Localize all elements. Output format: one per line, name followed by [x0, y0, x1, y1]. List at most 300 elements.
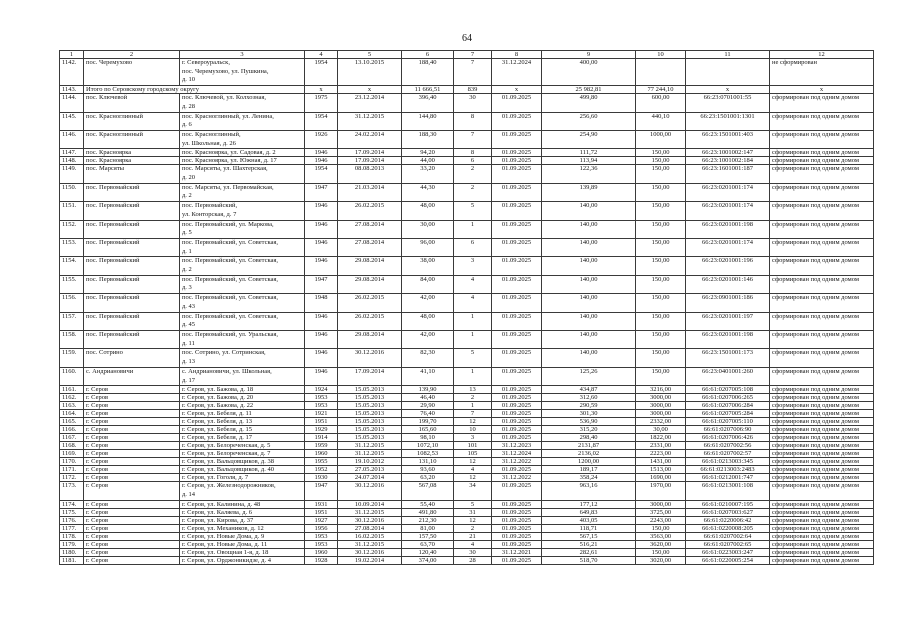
people-count-cell: 4	[454, 540, 492, 548]
status-cell: x	[770, 86, 874, 94]
value-col9-cell: 1200,00	[542, 458, 636, 466]
table-row	[60, 402, 874, 410]
address-cell: г. Серов, ул. Гоголя, д. 7	[180, 474, 305, 482]
deadline-date-cell: 01.09.2025	[492, 275, 542, 293]
status-cell: сформирован под одним домом	[770, 275, 874, 293]
date-cell: 19.02.2014	[338, 556, 402, 564]
row-number-cell: 1166.	[60, 426, 84, 434]
settlement-cell: пос. Красноглинный	[84, 112, 180, 130]
year-cell: 1946	[305, 157, 338, 165]
table-row	[60, 257, 874, 275]
area-cell: 1072,10	[402, 442, 454, 450]
year-cell: 1954	[305, 165, 338, 183]
status-cell: сформирован под одним домом	[770, 202, 874, 220]
row-number-cell: 1152.	[60, 220, 84, 238]
row-number-cell: 1145.	[60, 112, 84, 130]
address-line: г. Серов, ул. Железнодорожников,	[182, 482, 276, 490]
table-row	[60, 165, 874, 183]
settlement-cell: пос. Черемухово	[84, 59, 180, 86]
address-line: пос. Первомайский, ул. Советская,	[182, 275, 279, 283]
cadastral-number-cell: 66:23:1501001:403	[686, 130, 770, 148]
row-number-cell: 1156.	[60, 294, 84, 312]
cadastral-number-cell: 66:61:0207003:627	[686, 508, 770, 516]
date-cell: 29.08.2014	[338, 257, 402, 275]
status-cell: сформирован под одним домом	[770, 312, 874, 330]
address-cell: г. Серов, ул. Бажова, д. 18	[180, 386, 305, 394]
value-col9-cell: 963,16	[542, 482, 636, 500]
address-line: д. 17	[182, 376, 196, 384]
value-col9-cell: 113,94	[542, 157, 636, 165]
address-line: пос. Марсяты, ул. Первомайская,	[182, 183, 274, 191]
value-col10-cell: 3725,00	[636, 508, 686, 516]
address-cell: г. Серов, ул. Белореченская, д. 5	[180, 442, 305, 450]
people-count-cell: 21	[454, 532, 492, 540]
table-row	[60, 426, 874, 434]
address-line: д. 20	[182, 174, 196, 182]
table-row	[60, 410, 874, 418]
value-col10-cell: 30,00	[636, 426, 686, 434]
address-cell	[180, 275, 305, 293]
cadastral-number-cell: 66:61:0207002:56	[686, 442, 770, 450]
address-cell	[180, 94, 305, 112]
status-cell: сформирован под одним домом	[770, 130, 874, 148]
value-col9-cell: 125,26	[542, 367, 636, 385]
settlement-cell: г. Серов	[84, 458, 180, 466]
address-cell	[180, 257, 305, 275]
value-col10-cell: 3620,00	[636, 540, 686, 548]
deadline-date-cell: 01.09.2025	[492, 418, 542, 426]
cadastral-number-cell: 66:23:0401001:260	[686, 367, 770, 385]
table-row	[60, 275, 874, 293]
column-number-cell: 1	[60, 51, 84, 59]
people-count-cell: 12	[454, 516, 492, 524]
cadastral-number-cell: 66:23:0201001:196	[686, 257, 770, 275]
settlement-cell: г. Серов	[84, 426, 180, 434]
address-cell	[180, 112, 305, 130]
value-col10-cell: 1431,00	[636, 458, 686, 466]
deadline-date-cell: 01.09.2025	[492, 516, 542, 524]
address-cell: г. Серов, ул. Бебеля, д. 13	[180, 418, 305, 426]
settlement-cell: г. Серов	[84, 556, 180, 564]
row-number-cell: 1175.	[60, 508, 84, 516]
date-cell: 15.05.2013	[338, 418, 402, 426]
table-row	[60, 112, 874, 130]
value-col10-cell: 150,00	[636, 165, 686, 183]
row-number-cell: 1150.	[60, 183, 84, 201]
status-cell: сформирован под одним домом	[770, 426, 874, 434]
deadline-date-cell: 01.09.2025	[492, 294, 542, 312]
table-row	[60, 330, 874, 348]
date-cell: 15.05.2013	[338, 394, 402, 402]
table-row	[60, 386, 874, 394]
people-count-cell: 1	[454, 367, 492, 385]
date-cell: 30.12.2016	[338, 349, 402, 367]
row-number-cell: 1161.	[60, 386, 84, 394]
date-cell: 27.08.2014	[338, 524, 402, 532]
people-count-cell: 2	[454, 183, 492, 201]
area-cell: 48,00	[402, 312, 454, 330]
people-count-cell: 28	[454, 556, 492, 564]
value-col10-cell: 150,00	[636, 275, 686, 293]
value-col10-cell: 3000,00	[636, 402, 686, 410]
area-cell: 38,00	[402, 257, 454, 275]
status-cell: сформирован под одним домом	[770, 418, 874, 426]
address-line: д. 43	[182, 302, 196, 310]
row-number-cell: 1143.	[60, 86, 84, 94]
row-number-cell: 1172.	[60, 474, 84, 482]
area-cell: 199,70	[402, 418, 454, 426]
year-cell: 1947	[305, 482, 338, 500]
status-cell: сформирован под одним домом	[770, 516, 874, 524]
status-cell: сформирован под одним домом	[770, 524, 874, 532]
area-cell: 42,00	[402, 330, 454, 348]
column-number-cell: 10	[636, 51, 686, 59]
table-row	[60, 349, 874, 367]
deadline-date-cell: 31.12.2022	[492, 474, 542, 482]
status-cell: сформирован под одним домом	[770, 294, 874, 312]
address-line: д. 28	[182, 102, 196, 110]
year-cell: 1946	[305, 312, 338, 330]
year-cell: 1946	[305, 367, 338, 385]
address-line: ул. Конторская, д. 7	[182, 210, 237, 218]
address-cell	[180, 59, 305, 86]
deadline-date-cell: x	[492, 86, 542, 94]
row-number-cell: 1177.	[60, 524, 84, 532]
area-cell: 44,00	[402, 157, 454, 165]
people-count-cell: 4	[454, 466, 492, 474]
settlement-cell: г. Серов	[84, 442, 180, 450]
cadastral-number-cell: 66:23:0201001:174	[686, 183, 770, 201]
address-cell: г. Серов, ул. Орджоникидзе, д. 4	[180, 556, 305, 564]
address-cell	[180, 349, 305, 367]
area-cell: 1082,53	[402, 450, 454, 458]
year-cell: 1929	[305, 426, 338, 434]
settlement-cell: пос. Первомайский	[84, 220, 180, 238]
area-cell: 165,60	[402, 426, 454, 434]
area-cell: 98,10	[402, 434, 454, 442]
value-col9-cell: 140,00	[542, 238, 636, 256]
cadastral-number-cell: 66:61:0220008:205	[686, 524, 770, 532]
value-col10-cell: 1000,00	[636, 130, 686, 148]
value-col9-cell: 177,12	[542, 500, 636, 508]
address-cell: г. Серов, ул. Новые Дома, д. 9	[180, 532, 305, 540]
value-col10-cell: 440,10	[636, 112, 686, 130]
people-count-cell: 4	[454, 294, 492, 312]
date-cell: 31.12.2015	[338, 450, 402, 458]
cadastral-number-cell: x	[686, 86, 770, 94]
area-cell: 188,40	[402, 59, 454, 86]
address-line: пос. Первомайский, ул. Советская,	[182, 257, 279, 265]
area-cell: 30,00	[402, 220, 454, 238]
row-number-cell: 1165.	[60, 418, 84, 426]
cadastral-number-cell: 66:23:1601001:187	[686, 165, 770, 183]
date-cell: 24.02.2014	[338, 130, 402, 148]
status-cell: сформирован под одним домом	[770, 257, 874, 275]
settlement-cell: пос. Первомайский	[84, 294, 180, 312]
table-row	[60, 434, 874, 442]
cadastral-number-cell: 66:61:0207006:265	[686, 394, 770, 402]
year-cell: 1951	[305, 418, 338, 426]
address-line: пос. Первомайский,	[182, 202, 238, 210]
cadastral-number-cell: 66:23:0701001:55	[686, 94, 770, 112]
address-cell: г. Серов, ул. Бажова, д. 22	[180, 402, 305, 410]
settlement-cell: пос. Первомайский	[84, 238, 180, 256]
people-count-cell: 2	[454, 394, 492, 402]
area-cell: 84,00	[402, 275, 454, 293]
people-count-cell: 12	[454, 418, 492, 426]
table-row	[60, 482, 874, 500]
row-number-cell: 1153.	[60, 238, 84, 256]
deadline-date-cell: 01.09.2025	[492, 183, 542, 201]
date-cell: 30.12.2016	[338, 482, 402, 500]
status-cell: не сформирован	[770, 59, 874, 86]
address-line: д. 45	[182, 321, 196, 329]
address-line: пос. Первомайский, ул. Советская,	[182, 294, 279, 302]
page-number: 64	[462, 33, 472, 44]
people-count-cell: 101	[454, 442, 492, 450]
column-number-cell: 12	[770, 51, 874, 59]
date-cell: 26.02.2015	[338, 294, 402, 312]
row-number-cell: 1151.	[60, 202, 84, 220]
deadline-date-cell: 31.12.2023	[492, 442, 542, 450]
people-count-cell: 5	[454, 202, 492, 220]
table-row	[60, 418, 874, 426]
value-col9-cell: 140,00	[542, 257, 636, 275]
value-col10-cell: 3563,00	[636, 532, 686, 540]
cadastral-number-cell: 66:61:0210007:195	[686, 500, 770, 508]
value-col10-cell: 150,00	[636, 312, 686, 330]
table-row	[60, 516, 874, 524]
deadline-date-cell: 31.12.2024	[492, 450, 542, 458]
year-cell: 1953	[305, 394, 338, 402]
status-cell: сформирован под одним домом	[770, 112, 874, 130]
cadastral-number-cell: 66:23:0901001:186	[686, 294, 770, 312]
status-cell: сформирован под одним домом	[770, 165, 874, 183]
value-col10-cell: 1513,00	[636, 466, 686, 474]
people-count-cell: 4	[454, 275, 492, 293]
settlement-cell: г. Серов	[84, 386, 180, 394]
value-col9-cell: 312,60	[542, 394, 636, 402]
settlement-cell: г. Серов	[84, 524, 180, 532]
column-number-cell: 8	[492, 51, 542, 59]
cadastral-number-cell: 66:23:0201001:198	[686, 330, 770, 348]
address-line: д. 1	[182, 247, 192, 255]
row-number-cell: 1144.	[60, 94, 84, 112]
year-cell: x	[305, 86, 338, 94]
row-number-cell: 1168.	[60, 442, 84, 450]
table-row	[60, 238, 874, 256]
people-count-cell: 8	[454, 112, 492, 130]
area-cell: 144,80	[402, 112, 454, 130]
table-row	[60, 149, 874, 157]
value-col9-cell: 140,00	[542, 349, 636, 367]
address-line: пос. Марсяты, ул. Шахтерская,	[182, 165, 268, 173]
cadastral-number-cell: 66:23:1001002:184	[686, 157, 770, 165]
address-line: д. 13	[182, 358, 196, 366]
year-cell: 1953	[305, 532, 338, 540]
address-cell: г. Серов, ул. Бебеля, д. 17	[180, 434, 305, 442]
table-body	[60, 59, 874, 565]
deadline-date-cell: 01.09.2025	[492, 524, 542, 532]
address-line: пос. Первомайский, ул. Советская,	[182, 238, 279, 246]
value-col9-cell: 122,36	[542, 165, 636, 183]
deadline-date-cell: 01.09.2025	[492, 540, 542, 548]
address-line: пос. Первомайский, ул. Уральская,	[182, 330, 279, 338]
year-cell: 1946	[305, 257, 338, 275]
cadastral-number-cell: 66:23:0201001:146	[686, 275, 770, 293]
address-cell: г. Серов, ул. Вальцовщиков, д. 38	[180, 458, 305, 466]
people-count-cell: 6	[454, 157, 492, 165]
area-cell: 188,30	[402, 130, 454, 148]
status-cell: сформирован под одним домом	[770, 508, 874, 516]
address-line: д. 11	[182, 339, 195, 347]
status-cell: сформирован под одним домом	[770, 434, 874, 442]
year-cell: 1960	[305, 450, 338, 458]
table-row	[60, 524, 874, 532]
value-col9-cell: 2131,87	[542, 442, 636, 450]
area-cell: 94,20	[402, 149, 454, 157]
row-number-cell: 1181.	[60, 556, 84, 564]
value-col9-cell: 536,90	[542, 418, 636, 426]
value-col9-cell: 139,89	[542, 183, 636, 201]
value-col10-cell: 3216,00	[636, 386, 686, 394]
value-col9-cell: 111,72	[542, 149, 636, 157]
address-line: д. 5	[182, 229, 192, 237]
value-col10-cell: 150,00	[636, 157, 686, 165]
deadline-date-cell: 01.09.2025	[492, 257, 542, 275]
value-col10-cell: 3000,00	[636, 410, 686, 418]
value-col9-cell: 140,00	[542, 202, 636, 220]
area-cell: 55,40	[402, 500, 454, 508]
year-cell: 1954	[305, 59, 338, 86]
deadline-date-cell: 01.09.2025	[492, 482, 542, 500]
year-cell: 1926	[305, 130, 338, 148]
table-row	[60, 312, 874, 330]
settlement-cell: пос. Марсяты	[84, 165, 180, 183]
cadastral-number-cell: 66:61:0213001:108	[686, 482, 770, 500]
column-number-cell: 9	[542, 51, 636, 59]
value-col10-cell: 150,00	[636, 220, 686, 238]
value-col9-cell: 282,61	[542, 548, 636, 556]
date-cell: 26.02.2015	[338, 202, 402, 220]
area-cell: 96,00	[402, 238, 454, 256]
table-row	[60, 458, 874, 466]
people-count-cell: 5	[454, 349, 492, 367]
value-col10-cell	[636, 59, 686, 86]
value-col10-cell: 2332,00	[636, 418, 686, 426]
settlement-cell: пос. Первомайский	[84, 275, 180, 293]
value-col10-cell: 150,00	[636, 238, 686, 256]
value-col10-cell: 600,00	[636, 94, 686, 112]
value-col10-cell: 150,00	[636, 367, 686, 385]
value-col9-cell: 140,00	[542, 275, 636, 293]
deadline-date-cell: 31.12.2021	[492, 548, 542, 556]
settlement-cell: г. Серов	[84, 482, 180, 500]
people-count-cell: 1	[454, 312, 492, 330]
status-cell: сформирован под одним домом	[770, 458, 874, 466]
date-cell: 15.05.2013	[338, 386, 402, 394]
status-cell: сформирован под одним домом	[770, 442, 874, 450]
status-cell: сформирован под одним домом	[770, 394, 874, 402]
date-cell: 15.05.2013	[338, 410, 402, 418]
deadline-date-cell: 01.09.2025	[492, 434, 542, 442]
date-cell: 27.05.2013	[338, 466, 402, 474]
area-cell: 491,80	[402, 508, 454, 516]
date-cell: 24.07.2014	[338, 474, 402, 482]
table-row	[60, 94, 874, 112]
date-cell: 30.12.2016	[338, 516, 402, 524]
deadline-date-cell: 01.09.2025	[492, 149, 542, 157]
value-col10-cell: 150,00	[636, 183, 686, 201]
row-number-cell: 1167.	[60, 434, 84, 442]
date-cell: 29.08.2014	[338, 275, 402, 293]
date-cell: 27.08.2014	[338, 220, 402, 238]
settlement-cell: г. Серов	[84, 508, 180, 516]
table-row	[60, 367, 874, 385]
settlement-cell: пос. Сотрино	[84, 349, 180, 367]
status-cell: сформирован под одним домом	[770, 367, 874, 385]
address-cell: г. Серов, ул. Бебеля, д. 11	[180, 410, 305, 418]
column-number-cell: 4	[305, 51, 338, 59]
cadastral-number-cell: 66:23:1501001:173	[686, 349, 770, 367]
year-cell: 1946	[305, 330, 338, 348]
table-row	[60, 548, 874, 556]
column-number-cell: 6	[402, 51, 454, 59]
address-cell: г. Серов, ул. Бажова, д. 20	[180, 394, 305, 402]
year-cell: 1946	[305, 349, 338, 367]
settlement-cell: г. Серов	[84, 450, 180, 458]
deadline-date-cell: 01.09.2025	[492, 238, 542, 256]
value-col9-cell: 140,00	[542, 294, 636, 312]
value-col9-cell: 254,90	[542, 130, 636, 148]
year-cell: 1928	[305, 556, 338, 564]
row-number-cell: 1169.	[60, 450, 84, 458]
row-number-cell: 1164.	[60, 410, 84, 418]
status-cell: сформирован под одним домом	[770, 149, 874, 157]
deadline-date-cell: 01.09.2025	[492, 349, 542, 367]
area-cell: 82,30	[402, 349, 454, 367]
deadline-date-cell: 01.09.2025	[492, 532, 542, 540]
area-cell: 139,90	[402, 386, 454, 394]
cadastral-number-cell: 66:61:0207006:90	[686, 426, 770, 434]
row-number-cell: 1174.	[60, 500, 84, 508]
year-cell: 1921	[305, 410, 338, 418]
people-count-cell: 13	[454, 386, 492, 394]
people-count-cell: 2	[454, 524, 492, 532]
address-line: ул. Школьная, д. 26	[182, 139, 236, 147]
settlement-cell: пос. Первомайский	[84, 330, 180, 348]
year-cell: 1975	[305, 94, 338, 112]
row-number-cell: 1179.	[60, 540, 84, 548]
settlement-cell: пос. Первомайский	[84, 257, 180, 275]
column-number-cell: 2	[84, 51, 180, 59]
value-col10-cell: 3000,00	[636, 394, 686, 402]
people-count-cell: 7	[454, 59, 492, 86]
year-cell: 1953	[305, 402, 338, 410]
value-col9-cell: 567,15	[542, 532, 636, 540]
people-count-cell: 12	[454, 458, 492, 466]
value-col9-cell: 25 982,81	[542, 86, 636, 94]
people-count-cell: 7	[454, 130, 492, 148]
address-cell	[180, 183, 305, 201]
value-col9-cell: 301,30	[542, 410, 636, 418]
address-line: пос. Черемухово, ул. Пушкина,	[182, 67, 269, 75]
column-number-row	[60, 51, 874, 59]
people-count-cell: 8	[454, 149, 492, 157]
year-cell: 1946	[305, 238, 338, 256]
column-number-cell: 5	[338, 51, 402, 59]
value-col10-cell: 150,00	[636, 524, 686, 532]
